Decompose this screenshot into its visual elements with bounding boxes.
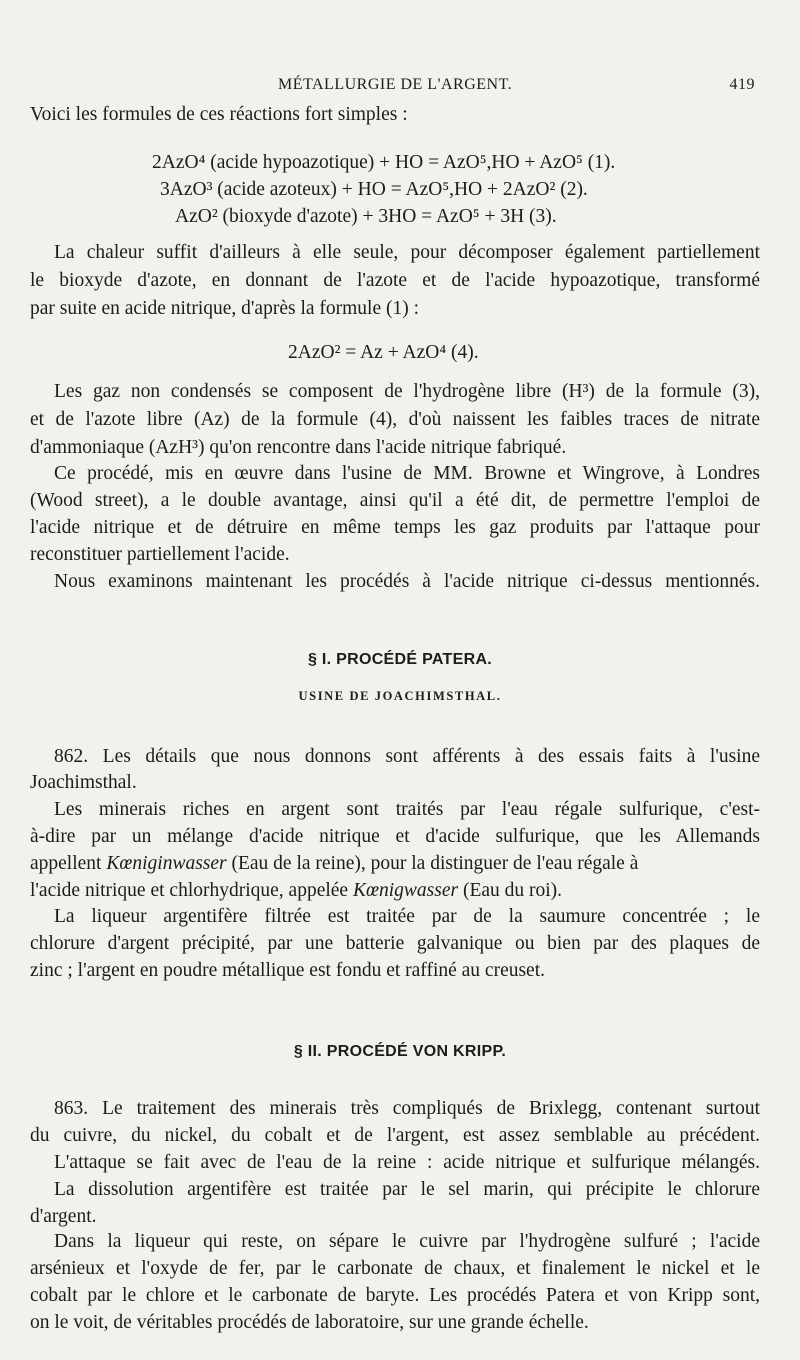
paragraph-line: L'attaque se fait avec de l'eau de la reine : acide nitrique et sulfurique mélangés. — [54, 1152, 760, 1173]
paragraph-line: et de l'azote libre (Az) de la formule (4), d'où naissent les faibles traces de nitrate — [30, 409, 760, 430]
paragraph-line: 862. Les détails que nous donnons sont afférents à des essais faits à l'usine — [54, 746, 760, 767]
subsection-heading: USINE DE JOACHIMSTHAL. — [298, 689, 502, 703]
paragraph-line: le bioxyde d'azote, en donnant de l'azote et de l'acide hypoazotique, transformé — [30, 270, 760, 291]
paragraph-line: La chaleur suffit d'ailleurs à elle seule, pour décomposer également partiellement — [54, 242, 760, 263]
paragraph-line: zinc ; l'argent en poudre métallique est fondu et raffiné au creuset. — [30, 960, 546, 981]
paragraph-line: on le voit, de véritables procédés de laboratoire, sur une grande échelle. — [30, 1312, 589, 1333]
german-term: Kœniginwasser — [106, 853, 227, 874]
formula-2: 3AzO³ (acide azoteux) + HO = AzO⁵,HO + 2AzO² (2). — [160, 179, 588, 200]
page-header — [30, 76, 755, 100]
paragraph-line: Les gaz non condensés se composent de l'hydrogène libre (H³) de la formule (3), — [54, 381, 760, 402]
paragraph-line: appellent Kœniginwasser (Eau de la reine), pour la distinguer de l'eau régale à — [30, 853, 639, 874]
formula-4: 2AzO² = Az + AzO⁴ (4). — [288, 342, 479, 363]
running-title: MÉTALLURGIE DE L'ARGENT. — [278, 76, 513, 93]
paragraph-line: du cuivre, du nickel, du cobalt et de l'argent, est assez semblable au précédent. — [30, 1125, 760, 1146]
paragraph-line: par suite en acide nitrique, d'après la formule (1) : — [30, 298, 420, 319]
section-heading: § II. PROCÉDÉ VON KRIPP. — [293, 1043, 507, 1060]
paragraph-line: (Wood street), a le double avantage, ainsi qu'il a été dit, de permettre l'emploi de — [30, 490, 760, 511]
paragraph-line: Joachimsthal. — [30, 772, 137, 793]
paragraph-line: Les minerais riches en argent sont traités par l'eau régale sulfurique, c'est- — [54, 799, 760, 820]
formula-3: AzO² (bioxyde d'azote) + 3HO = AzO⁵ + 3H (3). — [175, 206, 557, 227]
paragraph-line: cobalt par le chlore et le carbonate de baryte. Les procédés Patera et von Kripp sont, — [30, 1285, 760, 1306]
paragraph-line: chlorure d'argent précipité, par une batterie galvanique ou bien par des plaques de — [30, 933, 760, 954]
paragraph-line: Nous examinons maintenant les procédés à l'acide nitrique ci-dessus mentionnés. — [54, 571, 760, 592]
paragraph-line: Ce procédé, mis en œuvre dans l'usine de MM. Browne et Wingrove, à Londres — [54, 463, 760, 484]
paragraph-line: arsénieux et l'oxyde de fer, par le carbonate de chaux, et finalement le nickel et le — [30, 1258, 760, 1279]
formula-1: 2AzO⁴ (acide hypoazotique) + HO = AzO⁵,HO + AzO⁵ (1). — [152, 152, 616, 173]
paragraph-line: La dissolution argentifère est traitée par le sel marin, qui précipite le chlorure — [54, 1179, 760, 1200]
page-number: 419 — [729, 76, 755, 93]
german-term: Kœnigwasser — [352, 880, 459, 901]
paragraph-line: reconstituer partiellement l'acide. — [30, 544, 290, 565]
paragraph-line: d'argent. — [30, 1206, 97, 1227]
paragraph-line: 863. Le traitement des minerais très compliqués de Brixlegg, contenant surtout — [54, 1098, 760, 1119]
paragraph-line: La liqueur argentifère filtrée est traitée par de la saumure concentrée ; le — [54, 906, 760, 927]
paragraph-line: Dans la liqueur qui reste, on sépare le cuivre par l'hydrogène sulfuré ; l'acide — [54, 1231, 760, 1252]
paragraph-line: l'acide nitrique et chlorhydrique, appelée Kœnigwasser (Eau du roi). — [30, 880, 563, 901]
section-heading: § I. PROCÉDÉ PATERA. — [307, 651, 493, 668]
paragraph-line: l'acide nitrique et de détruire en même temps les gaz produits par l'attaque pour — [30, 517, 760, 538]
paragraph-line: d'ammoniaque (AzH³) qu'on rencontre dans l'acide nitrique fabriqué. — [30, 437, 567, 458]
paragraph-line: à-dire par un mélange d'acide nitrique et d'acide sulfurique, que les Allemands — [30, 826, 760, 847]
intro-line: Voici les formules de ces réactions fort simples : — [30, 104, 408, 125]
